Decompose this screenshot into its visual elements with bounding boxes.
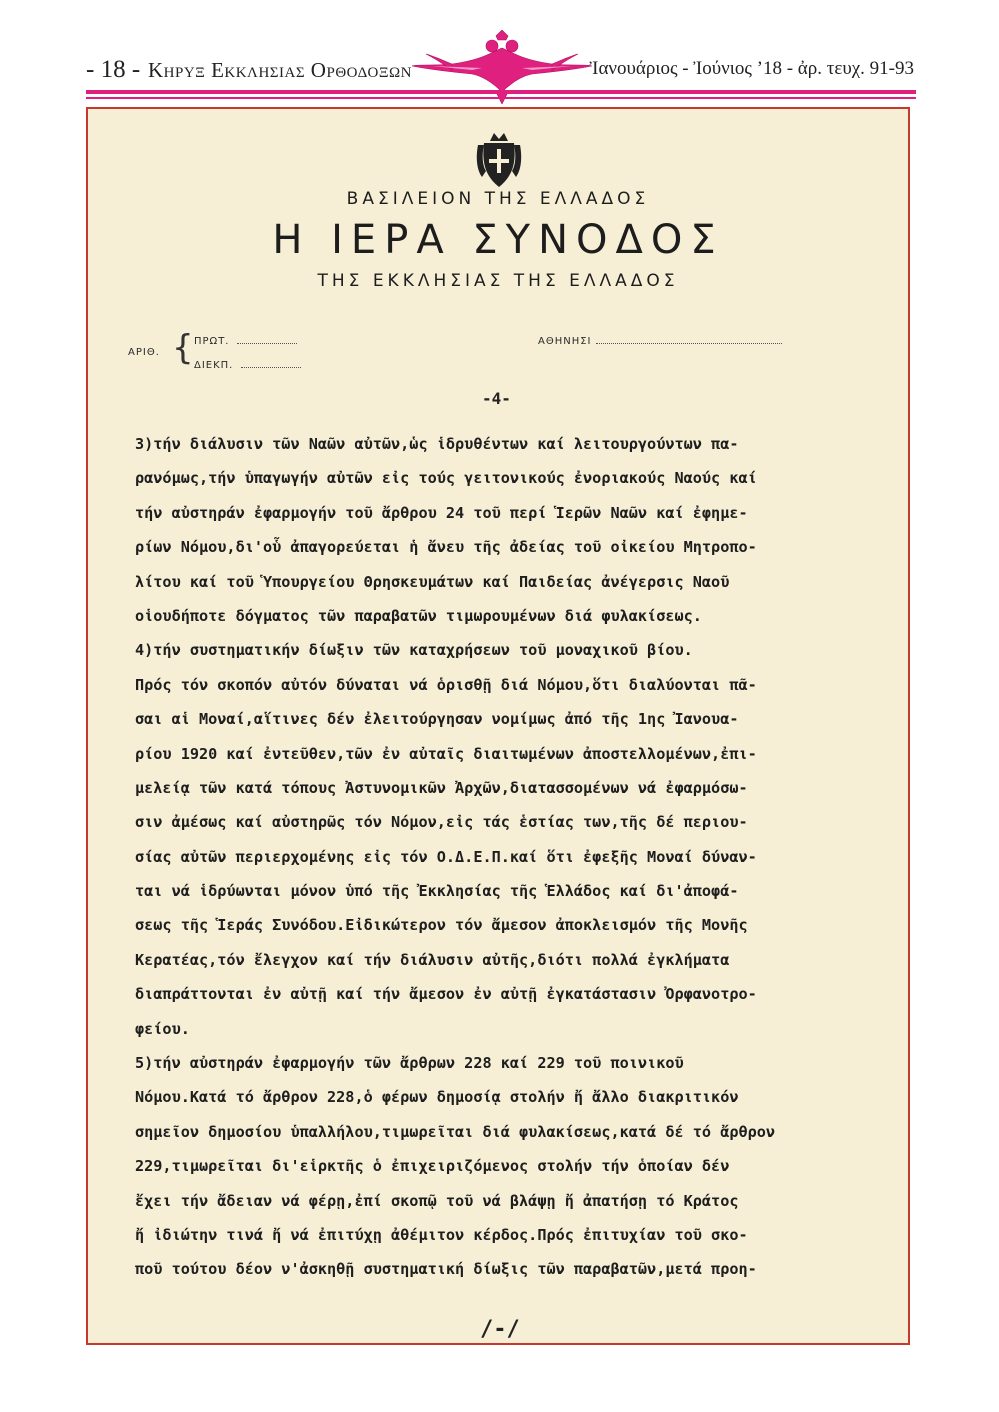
text-line: διαπράττονται ἐν αὐτῇ καί τήν ἄμεσον ἐν αὐτῇ ἐγκατάστασιν Ὀρφανοτρο- (135, 985, 757, 1004)
page-number: - 18 - (86, 56, 141, 83)
text-line: ρίου 1920 καί ἐντεῦθεν,τῶν ἐν αὐταῖς διαιτωμένων ἀποστελλομένων,ἐπι- (135, 744, 757, 763)
text-line: Πρός τόν σκοπόν αὐτόν δύναται νά ὁρισθῇ διά Νόμου,ὅτι διαλύονται πᾶ- (135, 675, 757, 694)
ref-prot-line (194, 335, 297, 347)
journal-title: Κηρυξ Εκκλησιας Ορθοδοξων (148, 58, 412, 82)
header-rule-thin (86, 97, 916, 99)
text-line: 3)τήν διάλυσιν τῶν Ναῶν αὐτῶν,ὡς ἱδρυθέντων καί λειτουργούντων πα- (135, 435, 739, 453)
text-line: ποῦ τούτου δέον ν'ἀσκηθῇ συστηματική δίωξις τῶν παραβατῶν,μετά προη- (135, 1260, 757, 1279)
text-line: σαι αἱ Μοναί,αἵτινες δέν ἐλειτούργησαν νομίμως ἀπό τῆς 1ης Ἰανουα- (135, 710, 739, 729)
text-line: 229,τιμωρεῖται δι'εἱρκτῆς ὁ ἐπιχειριζόμενος στολήν τήν ὁποίαν δέν (135, 1157, 730, 1176)
text-line: 5)τήν αὐστηράν ἐφαρμογήν τῶν ἄρθρων 228 καί 229 τοῦ ποινικοῦ (135, 1054, 684, 1073)
text-line: 4)τήν συστηματικήν δίωξιν τῶν καταχρήσεων τοῦ μοναχικοῦ βίου. (135, 641, 693, 660)
text-line: λίτου καί τοῦ Ὑπουργείου Θρησκευμάτων καί Παιδείας ἀνέγερσις Ναοῦ (135, 572, 730, 591)
text-line: φείου. (135, 1019, 190, 1038)
text-line: σημεῖον δημοσίου ὑπαλλήλου,τιμωρεῖται διά φυλακίσεως,κατά δέ τό ἄρθρον (135, 1122, 776, 1141)
text-line: μελείᾳ τῶν κατά τόπους Ἀστυνομικῶν Ἀρχῶν,διατασσομένων νά ἐφαρμόσω- (135, 778, 748, 797)
ref-diekp-label: ΔΙΕΚΠ. (194, 360, 234, 371)
text-line: ται νά ἱδρύωνται μόνον ὑπό τῆς Ἐκκλησίας τῆς Ἑλλάδος καί δι'ἀποφά- (135, 882, 739, 901)
text-line: ρανόμως,τήν ὑπαγωγήν αὐτῶν εἰς τούς γειτονικούς ἐνοριακούς Ναούς καί (135, 469, 757, 488)
athens-label: ΑΘΗΝΗΣΙ (538, 336, 592, 347)
page-marker: -4- (482, 389, 511, 408)
journal-issue: Ἰανουάριος - Ἰούνιος ’18 - ἀρ. τευχ. 91-93 (589, 58, 914, 79)
text-line: σιν ἀμέσως καί αὐστηρῶς τόν Νόμον,εἰς τάς ἑστίας των,τῆς δέ περιου- (135, 813, 748, 832)
ref-prot-label: ΠΡΩΤ. (194, 336, 230, 347)
letterhead-synod: Η ΙΕΡΑ ΣΥΝΟΔΟΣ (272, 217, 724, 263)
text-line: τήν αὐστηράν ἐφαρμογήν τοῦ ἄρθρου 24 τοῦ περί Ἱερῶν Ναῶν καί ἐφημε- (135, 503, 748, 522)
ref-diekp-blank (241, 359, 301, 368)
ref-prot-blank (237, 335, 297, 344)
ref-diekp-line (194, 359, 301, 371)
document-frame (86, 107, 910, 1345)
text-line: ἤ ἰδιώτην τινά ἤ νά ἐπιτύχῃ ἀθέμιτον κέρδος.Πρός ἐπιτυχίαν τοῦ σκο- (135, 1225, 748, 1244)
text-line: Νόμου.Κατά τό ἄρθρον 228,ὁ φέρων δημοσίᾳ στολήν ἤ ἄλλο διακριτικόν (135, 1088, 739, 1107)
letterhead-church: ΤΗΣ ΕΚΚΛΗΣΙΑΣ ΤΗΣ ΕΛΛΑΔΟΣ (317, 271, 679, 291)
letterhead-kingdom: ΒΑΣΙΛΕΙΟΝ ΤΗΣ ΕΛΛΑΔΟΣ (346, 189, 650, 209)
text-line: ρίων Νόμου,δι'οὗ ἀπαγορεύεται ἡ ἄνευ τῆς ἀδείας τοῦ οἰκείου Μητροπο- (135, 538, 757, 557)
text-line: οἱουδήποτε δόγματος τῶν παραβατῶν τιμωρουμένων διά φυλακίσεως. (135, 606, 702, 625)
athens-date-line (538, 335, 782, 347)
text-line: Κερατέας,τόν ἔλεγχον καί τήν διάλυσιν αὐτῆς,διότι πολλά ἐγκλήματα (135, 950, 730, 969)
athens-date-blank (596, 335, 782, 344)
footer-mark: /-/ (480, 1317, 520, 1342)
text-line: ἔχει τήν ἄδειαν νά φέρῃ,ἐπί σκοπῷ τοῦ νά βλάψῃ ἤ ἀπατήσῃ τό Κράτος (135, 1191, 739, 1210)
royal-crest-icon (476, 131, 522, 189)
ref-brace: { (172, 328, 194, 368)
text-line: σίας αὐτῶν περιερχομένης εἰς τόν Ο.Δ.Ε.Π.καί ὅτι ἐφεξῆς Μοναί δύναν- (135, 847, 757, 866)
ref-arith-label: ΑΡΙΘ. (128, 347, 160, 358)
header-rule-thick (86, 90, 916, 94)
journal-header (86, 48, 914, 94)
text-line: σεως τῆς Ἱεράς Συνόδου.Εἰδικώτερον τόν ἄμεσον ἀποκλεισμόν τῆς Μονῆς (135, 916, 748, 935)
document-body (135, 427, 875, 1287)
